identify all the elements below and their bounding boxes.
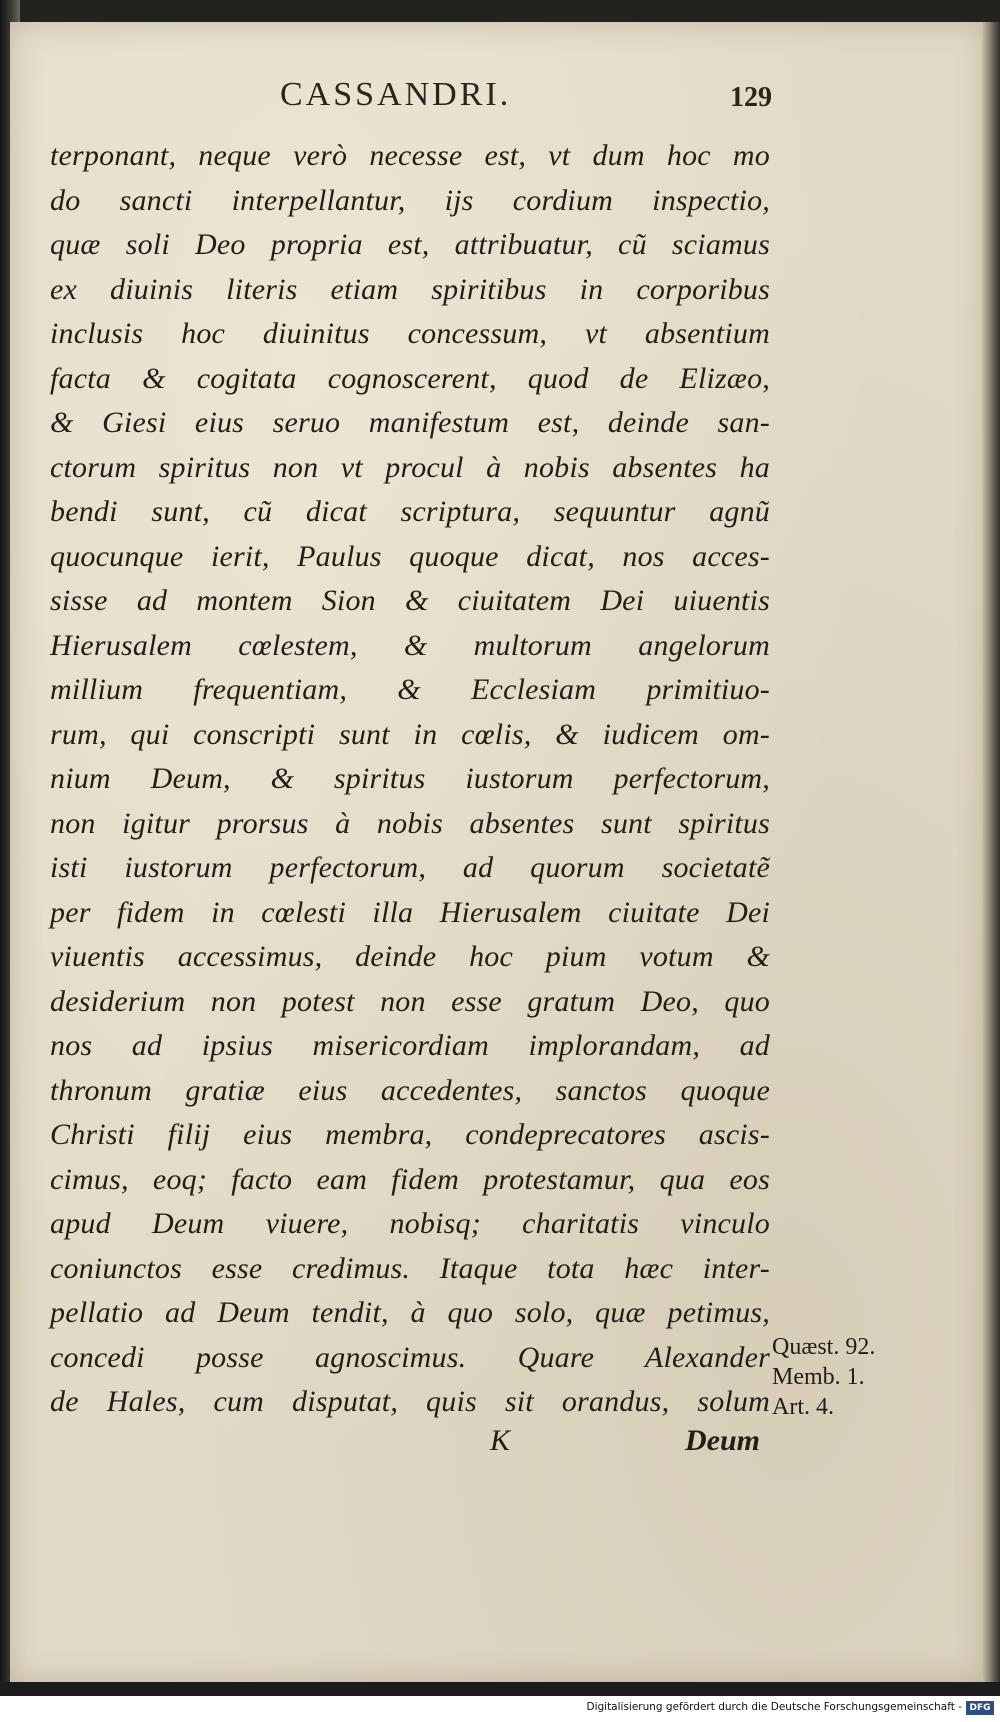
text-line: desiderium non potest non esse gratum Deo, quo [50, 984, 770, 1018]
text-line: concedi posse agnoscimus. Quare Alexander [50, 1340, 770, 1374]
book-page [10, 22, 985, 1682]
marginal-note-line: Memb. 1. [772, 1364, 865, 1390]
page-footer-marks [50, 1424, 770, 1468]
text-line: isti iustorum perfectorum, ad quorum societatẽ [50, 851, 770, 884]
dfg-logo-icon: DFG [966, 1701, 994, 1715]
text-line: viuentis accessimus, deinde hoc pium votum & [50, 940, 770, 973]
page-header [10, 70, 790, 120]
scan-bottom-strip [0, 1682, 1000, 1696]
marginal-note-line: Quæst. 92. [772, 1334, 876, 1360]
text-line: coniunctos esse credimus. Itaque tota hæc inter- [50, 1251, 770, 1285]
text-line: bendi sunt, cũ dicat scriptura, sequuntur agnũ [50, 495, 770, 528]
text-line: quocunque ierit, Paulus quoque dicat, nos acces- [50, 539, 770, 573]
text-line: millium frequentiam, & Ecclesiam primitiuo- [50, 673, 770, 706]
page-number: 129 [730, 82, 772, 113]
text-line: do sancti interpellantur, ijs cordium inspectio, [50, 183, 770, 217]
text-line: quæ soli Deo propria est, attribuatur, cũ sciamus [50, 228, 770, 261]
text-line: rum, qui conscripti sunt in cœlis, & iudicem om- [50, 717, 770, 751]
text-line: terponant, neque verò necesse est, vt dum hoc mo [50, 139, 770, 172]
text-line: thronum gratiæ eius accedentes, sanctos quoque [50, 1073, 770, 1107]
text-line: ex diuinis literis etiam spiritibus in corporibus [50, 272, 770, 306]
text-line: apud Deum viuere, nobisq; charitatis vinculo [50, 1207, 770, 1240]
signature-mark: K [490, 1424, 511, 1457]
text-line: sisse ad montem Sion & ciuitatem Dei uiuentis [50, 584, 770, 617]
text-line: non igitur prorsus à nobis absentes sunt spiritus [50, 806, 770, 840]
text-line: ctorum spiritus non vt procul à nobis absentes ha [50, 450, 770, 484]
text-line: inclusis hoc diuinitus concessum, vt absentium [50, 317, 770, 350]
text-line: cimus, eoq; facto eam fidem protestamur, qua eos [50, 1162, 770, 1196]
marginal-note-line: Art. 4. [772, 1394, 834, 1420]
text-line: Christi filij eius membra, condeprecatores ascis- [50, 1118, 770, 1151]
text-line: nos ad ipsius misericordiam implorandam, ad [50, 1029, 770, 1062]
body-text [50, 134, 770, 1425]
text-line: de Hales, cum disputat, quis sit orandus, solum [50, 1385, 770, 1418]
page-fore-edge [982, 22, 1000, 1682]
digitization-footer [0, 1696, 1000, 1722]
text-line: pellatio ad Deum tendit, à quo solo, quæ petimus, [50, 1296, 770, 1329]
running-head: CASSANDRI. [280, 76, 512, 113]
catchword: Deum [685, 1424, 760, 1457]
footer-credit: Digitalisierung gefördert durch die Deutsche Forschungsgemeinschaft - [586, 1701, 962, 1713]
text-line: & Giesi eius seruo manifestum est, deinde san- [50, 406, 770, 439]
text-line: Hierusalem cœlestem, & multorum angelorum [50, 628, 770, 662]
text-line: per fidem in cœlesti illa Hierusalem ciuitate Dei [50, 895, 770, 929]
text-line: facta & cogitata cognoscerent, quod de Elizæo, [50, 361, 770, 395]
text-line: nium Deum, & spiritus iustorum perfectorum, [50, 762, 770, 795]
marginal-note [772, 1332, 922, 1422]
